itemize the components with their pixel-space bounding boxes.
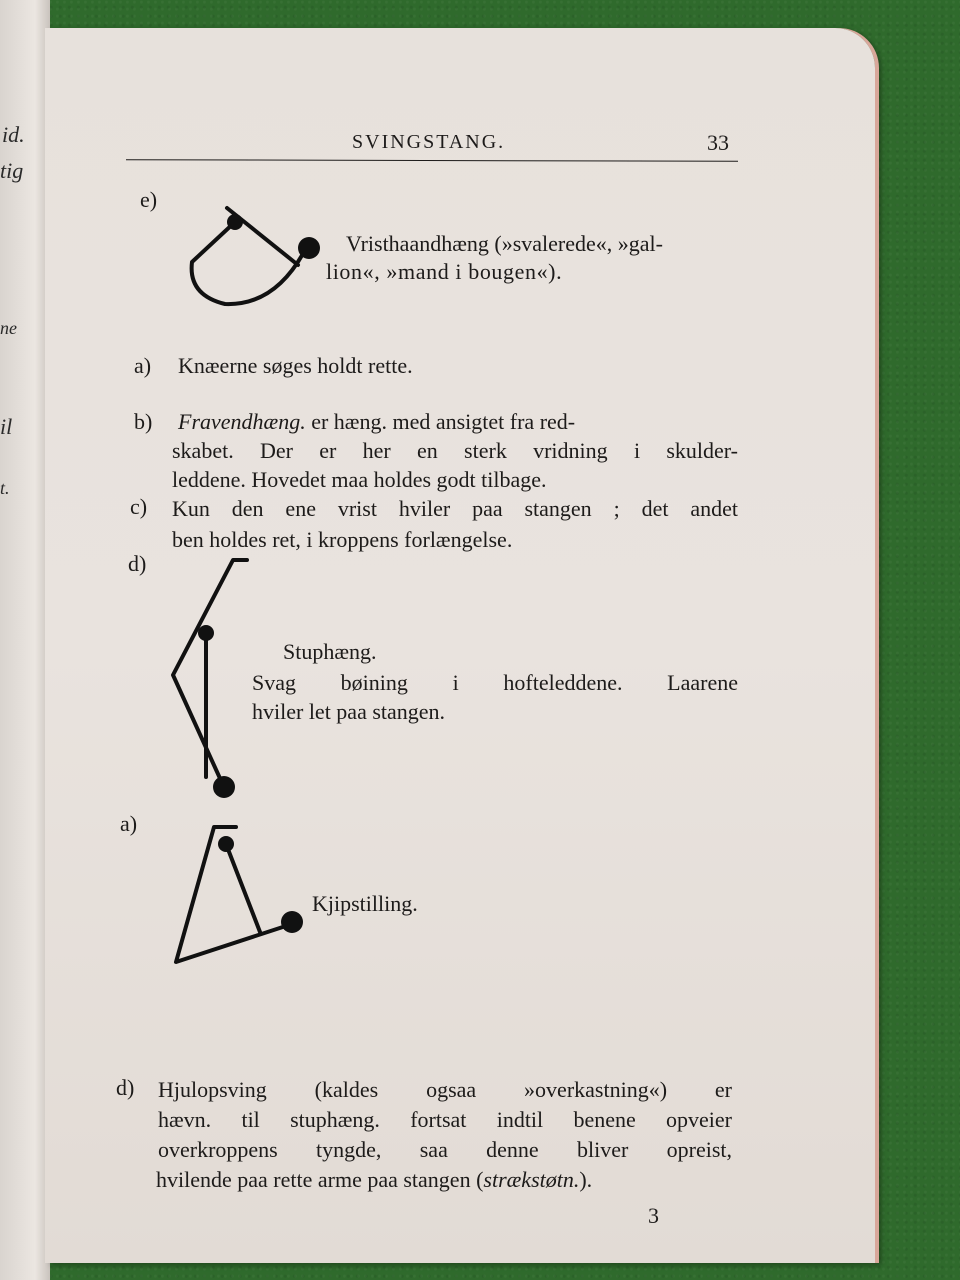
para-b-line: leddene. Hovedet maa holdes godt tilbage. xyxy=(172,467,547,492)
facing-page-fragment: il xyxy=(0,414,13,439)
figure-e-caption: lion«, »mand i bougen«). xyxy=(326,259,563,284)
para-d-line4-end: ). xyxy=(579,1167,593,1192)
figure-d-title: Stuphæng. xyxy=(283,639,377,664)
figure-d-caption: hviler let paa stangen. xyxy=(252,699,446,724)
facing-page-fragment: ne xyxy=(0,318,17,338)
figure-a-drawing xyxy=(170,820,310,970)
para-d-term: strækstøtn. xyxy=(483,1167,580,1192)
figure-e-label: e) xyxy=(140,187,158,212)
para-c-label: c) xyxy=(130,494,148,519)
para-c-line: ben holdes ret, i kroppens forlængelse. xyxy=(172,527,513,552)
para-d-line xyxy=(156,1166,592,1194)
figure-e-caption: Vristhaandhæng (»svalerede«, »gal- xyxy=(346,231,663,256)
figure-a-caption: Kjipstilling. xyxy=(312,891,418,916)
figure-e-drawing xyxy=(180,200,330,315)
para-d-line4-start: hvilende paa rette arme paa stangen ( xyxy=(156,1167,484,1192)
para-b-term: Fravendhæng. xyxy=(178,409,306,434)
running-head: SVINGSTANG. xyxy=(352,131,506,153)
facing-page-fragment: t. xyxy=(0,478,10,498)
para-d-label: d) xyxy=(116,1075,135,1100)
para-a-text: Knæerne søges holdt rette. xyxy=(178,353,413,378)
signature-mark: 3 xyxy=(648,1203,659,1228)
para-d-line: hævn. til stuphæng. fortsat indtil benene opveier xyxy=(158,1107,732,1132)
para-d-line: Hjulopsving (kaldes ogsaa »overkastning«) er xyxy=(158,1077,732,1102)
facing-page-edge xyxy=(0,0,50,1280)
facing-page-fragment: tig xyxy=(0,158,24,183)
figure-a-label: a) xyxy=(120,811,138,836)
para-b-line1-rest: er hæng. med ansigtet fra red- xyxy=(305,409,576,434)
para-c-line: Kun den ene vrist hviler paa stangen ; det andet xyxy=(172,496,738,521)
para-b-label: b) xyxy=(134,409,153,434)
facing-page-fragment: id. xyxy=(2,122,25,147)
figure-d-drawing xyxy=(165,555,255,805)
figure-d-caption: Svag bøining i hofteleddene. Laarene xyxy=(252,670,738,695)
page-number: 33 xyxy=(707,130,729,155)
para-a-label: a) xyxy=(134,353,152,378)
para-d-line: overkroppens tyngde, saa denne bliver opreist, xyxy=(158,1137,732,1162)
para-b-line: skabet. Der er her en sterk vridning i skulder- xyxy=(172,438,738,463)
figure-d-label: d) xyxy=(128,551,147,576)
para-b-line xyxy=(178,408,738,436)
